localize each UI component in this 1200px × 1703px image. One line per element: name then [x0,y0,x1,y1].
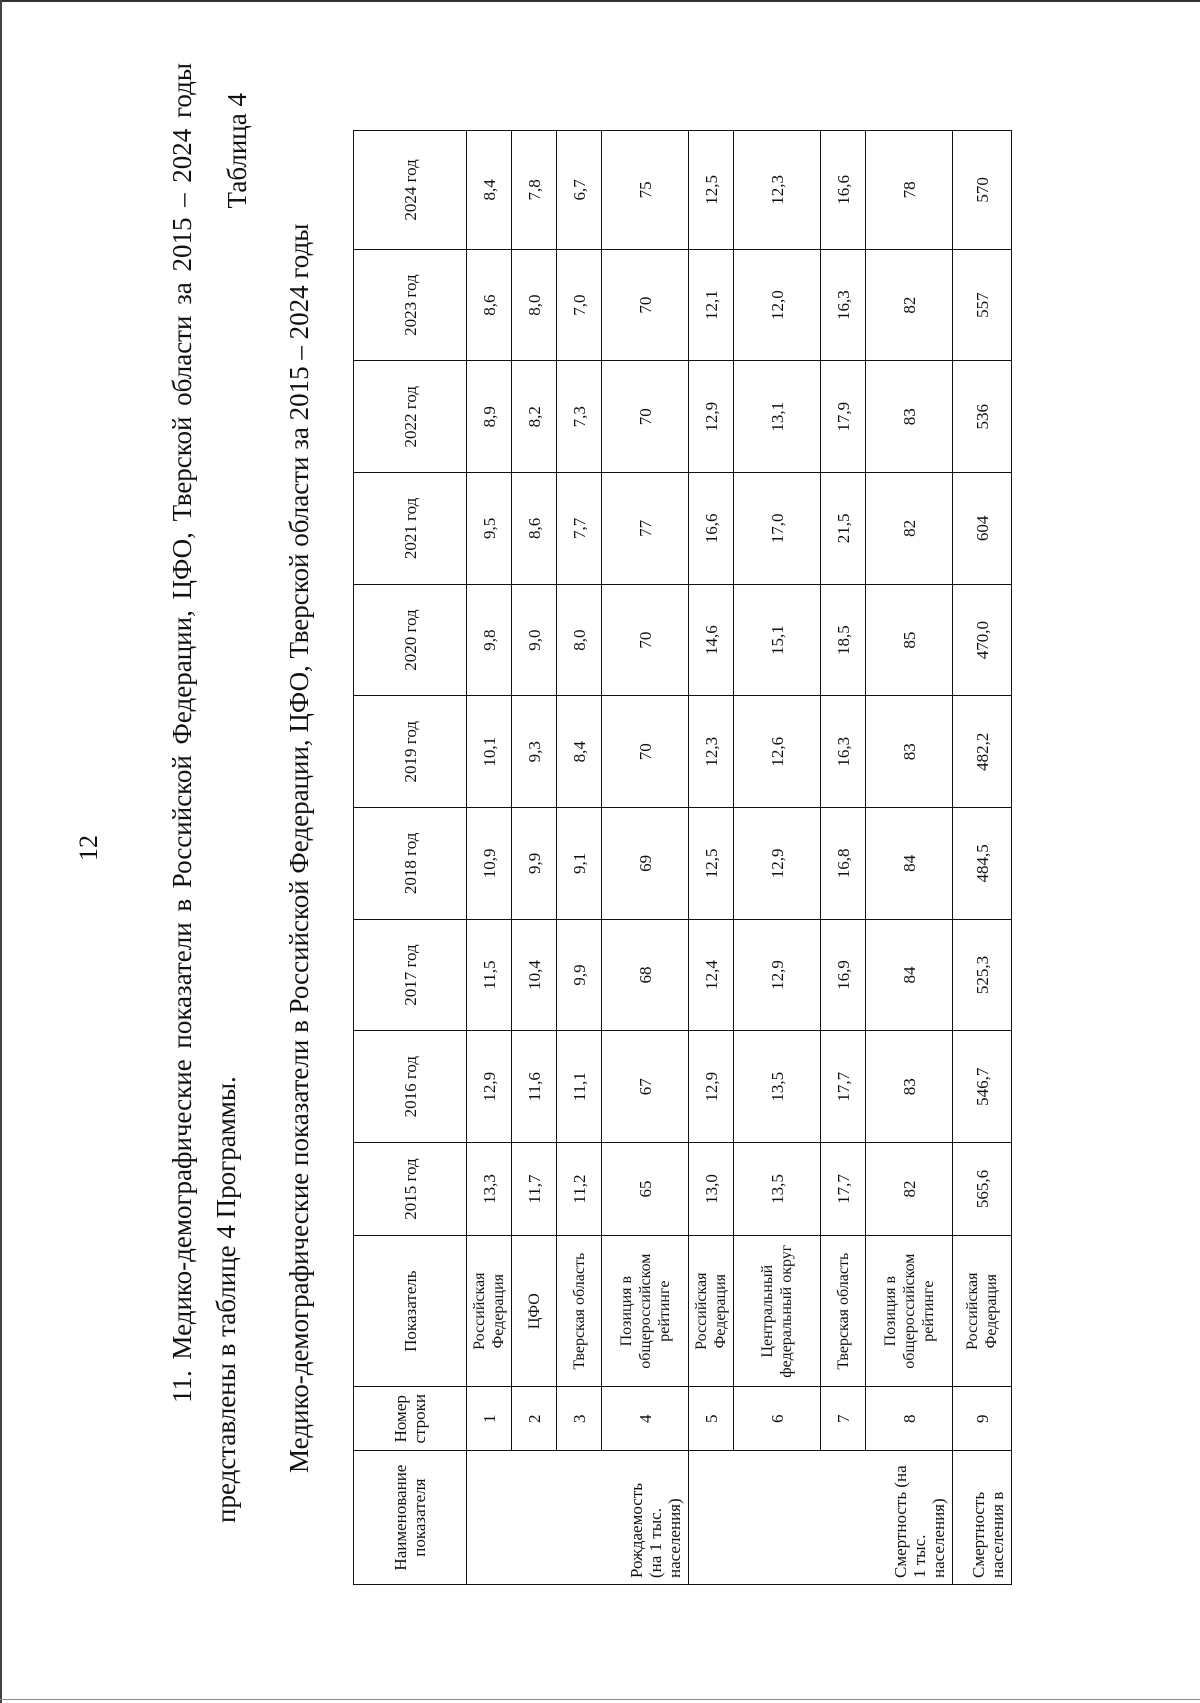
value-cell: 482,2 [953,696,1012,808]
value-cell: 7,7 [557,473,602,585]
header-year: 2022 год [354,361,467,473]
header-year: 2019 год [354,696,467,808]
row-number-cell: 9 [953,1387,1012,1451]
value-cell: 11,6 [512,1031,557,1143]
value-cell: 70 [602,584,689,696]
value-cell: 12,9 [467,1031,512,1143]
value-cell: 70 [602,249,689,361]
value-cell: 9,8 [467,584,512,696]
value-cell: 8,0 [512,249,557,361]
value-cell: 84 [866,808,953,920]
value-cell: 9,0 [512,584,557,696]
header-row-number: Номер строки [354,1387,467,1451]
value-cell: 8,9 [467,361,512,473]
value-cell: 69 [602,808,689,920]
value-cell: 17,0 [734,473,821,585]
value-cell: 16,9 [821,919,866,1031]
table-row [602,131,689,1585]
table-row [467,131,512,1585]
table-row [512,131,557,1585]
value-cell: 14,6 [689,584,734,696]
intro-paragraph-line-2: представлены в таблице 4 Программы. [211,1076,241,1523]
header-year: 2018 год [354,808,467,920]
indicator-group-name: Смертность (на 1 тыс. населения) [689,1451,953,1585]
table-row [557,131,602,1585]
row-number-cell: 3 [557,1387,602,1451]
value-cell: 8,4 [467,131,512,250]
header-indicator: Показатель [354,1236,467,1387]
header-year: 2020 год [354,584,467,696]
indicator-group-name: Рождаемость (на 1 тыс. населения) [467,1451,689,1585]
value-cell: 13,0 [689,1143,734,1236]
value-cell: 9,5 [467,473,512,585]
row-number-cell: 1 [467,1387,512,1451]
table-label: Таблица 4 [222,93,252,209]
value-cell: 16,3 [821,696,866,808]
value-cell: 7,0 [557,249,602,361]
value-cell: 65 [602,1143,689,1236]
indicator-group-name: Смертность населения в [953,1451,1012,1585]
value-cell: 10,9 [467,808,512,920]
value-cell: 17,9 [821,361,866,473]
page-number: 12 [74,835,103,861]
indicator-cell: Тверская область [557,1236,602,1387]
value-cell: 8,4 [557,696,602,808]
value-cell: 12,3 [689,696,734,808]
indicator-cell: Российская Федерация [467,1236,512,1387]
header-name: Наименование показателя [354,1451,467,1585]
value-cell: 16,8 [821,808,866,920]
header-year: 2015 год [354,1143,467,1236]
value-cell: 17,7 [821,1143,866,1236]
value-cell: 21,5 [821,473,866,585]
header-year: 2024 год [354,131,467,250]
value-cell: 8,6 [512,473,557,585]
value-cell: 12,3 [734,131,821,250]
value-cell: 13,5 [734,1143,821,1236]
value-cell: 11,2 [557,1143,602,1236]
indicator-cell: Позиция в общероссийском рейтинге [602,1236,689,1387]
value-cell: 470,0 [953,584,1012,696]
value-cell: 70 [602,696,689,808]
value-cell: 12,0 [734,249,821,361]
value-cell: 12,9 [689,361,734,473]
value-cell: 9,3 [512,696,557,808]
value-cell: 546,7 [953,1031,1012,1143]
value-cell: 12,1 [689,249,734,361]
value-cell: 77 [602,473,689,585]
table-title: Медико-демографические показатели в Российской Федерации, ЦФО, Тверской области за 2015 – 2024 годы [284,223,314,1473]
value-cell: 16,6 [821,131,866,250]
value-cell: 85 [866,584,953,696]
value-cell: 13,1 [734,361,821,473]
value-cell: 16,3 [821,249,866,361]
value-cell: 12,4 [689,919,734,1031]
header-year: 2021 год [354,473,467,585]
value-cell: 84 [866,919,953,1031]
indicator-cell: Тверская область [821,1236,866,1387]
value-cell: 11,1 [557,1031,602,1143]
table-row [821,131,866,1585]
value-cell: 12,9 [689,1031,734,1143]
value-cell: 83 [866,361,953,473]
value-cell: 83 [866,1031,953,1143]
value-cell: 525,3 [953,919,1012,1031]
value-cell: 484,5 [953,808,1012,920]
value-cell: 75 [602,131,689,250]
value-cell: 536 [953,361,1012,473]
indicator-cell: Позиция в общероссийском рейтинге [866,1236,953,1387]
value-cell: 12,9 [734,808,821,920]
value-cell: 12,6 [734,696,821,808]
table-body [467,131,1012,1585]
row-number-cell: 6 [734,1387,821,1451]
value-cell: 16,6 [689,473,734,585]
value-cell: 12,9 [734,919,821,1031]
value-cell: 9,1 [557,808,602,920]
value-cell: 11,5 [467,919,512,1031]
value-cell: 12,5 [689,808,734,920]
row-number-cell: 4 [602,1387,689,1451]
value-cell: 10,1 [467,696,512,808]
table-header-row [354,131,467,1585]
indicator-cell: Российская Федерация [689,1236,734,1387]
intro-paragraph [160,63,248,1523]
value-cell: 17,7 [821,1031,866,1143]
value-cell: 11,7 [512,1143,557,1236]
value-cell: 557 [953,249,1012,361]
value-cell: 7,3 [557,361,602,473]
value-cell: 83 [866,696,953,808]
table-row [734,131,821,1585]
indicator-cell: Центральный федеральный округ [734,1236,821,1387]
header-year: 2017 год [354,919,467,1031]
value-cell: 604 [953,473,1012,585]
table-row [689,131,734,1585]
value-cell: 13,3 [467,1143,512,1236]
value-cell: 8,2 [512,361,557,473]
row-number-cell: 7 [821,1387,866,1451]
value-cell: 9,9 [557,919,602,1031]
value-cell: 7,8 [512,131,557,250]
value-cell: 18,5 [821,584,866,696]
demographics-table [353,130,1012,1585]
row-number-cell: 2 [512,1387,557,1451]
value-cell: 67 [602,1031,689,1143]
value-cell: 78 [866,131,953,250]
header-year: 2016 год [354,1031,467,1143]
value-cell: 10,4 [512,919,557,1031]
value-cell: 68 [602,919,689,1031]
indicator-cell: Российская Федерация [953,1236,1012,1387]
value-cell: 570 [953,131,1012,250]
value-cell: 8,6 [467,249,512,361]
intro-paragraph-line-1: 11. Медико-демографические показатели в Российской Федерации, ЦФО, Тверской области за 2015 – 2024 годы [167,63,197,1403]
value-cell: 6,7 [557,131,602,250]
value-cell: 9,9 [512,808,557,920]
row-number-cell: 5 [689,1387,734,1451]
value-cell: 82 [866,249,953,361]
value-cell: 82 [866,1143,953,1236]
value-cell: 8,0 [557,584,602,696]
value-cell: 12,5 [689,131,734,250]
row-number-cell: 8 [866,1387,953,1451]
indicator-cell: ЦФО [512,1236,557,1387]
value-cell: 70 [602,361,689,473]
value-cell: 15,1 [734,584,821,696]
table-row [953,131,1012,1585]
value-cell: 13,5 [734,1031,821,1143]
value-cell: 565,6 [953,1143,1012,1236]
table-row [866,131,953,1585]
header-year: 2023 год [354,249,467,361]
value-cell: 82 [866,473,953,585]
